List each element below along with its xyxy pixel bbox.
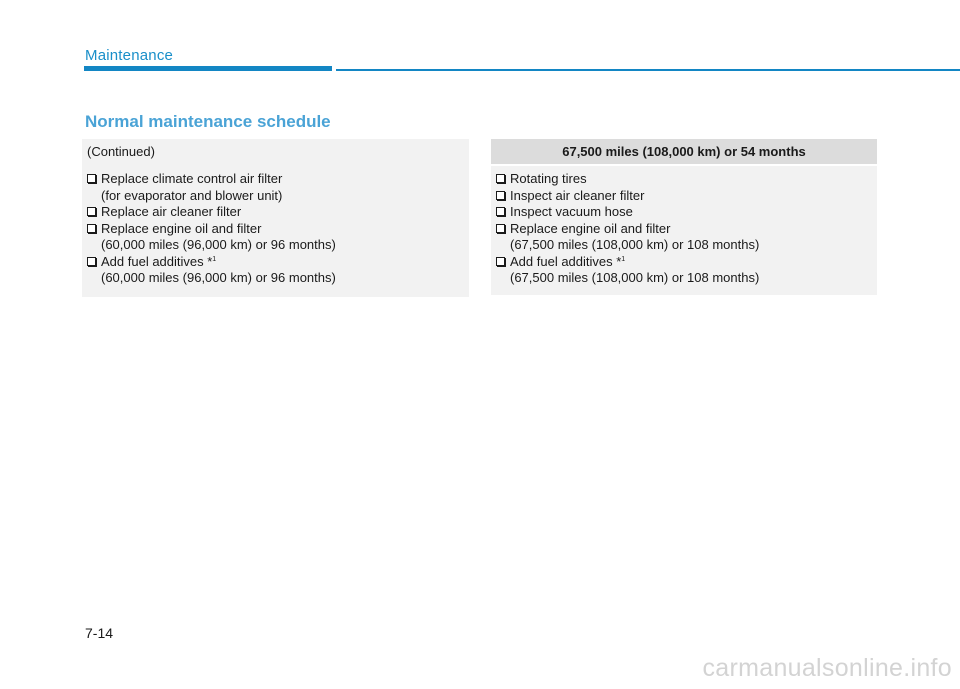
list-item bbox=[491, 221, 759, 254]
item-text: Add fuel additives * bbox=[101, 253, 213, 269]
page-number: 7-14 bbox=[85, 625, 114, 641]
item-subtext: (for evaporator and blower unit) bbox=[101, 187, 283, 203]
list-item bbox=[491, 171, 759, 188]
list-item bbox=[82, 204, 336, 221]
item-text: Inspect air cleaner filter bbox=[510, 187, 645, 203]
item-text: Add fuel additives * bbox=[510, 253, 622, 269]
list-item bbox=[82, 171, 336, 204]
continued-label: (Continued) bbox=[87, 144, 155, 159]
checkbox-icon bbox=[496, 224, 505, 233]
left-schedule-panel bbox=[82, 139, 469, 297]
item-text: Inspect vacuum hose bbox=[510, 204, 633, 219]
page-heading: Normal maintenance schedule bbox=[85, 112, 331, 131]
checkbox-icon bbox=[496, 191, 505, 200]
checkbox-icon bbox=[87, 207, 96, 216]
item-subtext: (60,000 miles (96,000 km) or 96 months) bbox=[101, 270, 336, 285]
checkbox-icon bbox=[496, 174, 505, 183]
watermark-text[interactable]: carmanualsonline.info bbox=[702, 654, 952, 682]
item-text: Replace air cleaner filter bbox=[101, 204, 242, 219]
item-text: Replace engine oil and filter bbox=[101, 220, 262, 236]
right-schedule-panel bbox=[491, 166, 877, 295]
list-item bbox=[491, 254, 759, 287]
checkbox-icon bbox=[496, 257, 505, 266]
checkbox-icon bbox=[87, 257, 96, 266]
item-subtext: (67,500 miles (108,000 km) or 108 months) bbox=[510, 237, 760, 252]
item-subtext: (67,500 miles (108,000 km) or 108 months) bbox=[510, 270, 760, 285]
section-title: Maintenance bbox=[85, 47, 174, 64]
right-checklist bbox=[491, 171, 759, 287]
header-rule-thin bbox=[336, 69, 960, 71]
item-text: Replace engine oil and filter bbox=[510, 220, 671, 236]
checkbox-icon bbox=[87, 174, 96, 183]
list-item bbox=[491, 188, 759, 205]
footnote-marker: 1 bbox=[212, 255, 217, 263]
list-item bbox=[82, 221, 336, 254]
list-item bbox=[491, 204, 759, 221]
item-subtext: (60,000 miles (96,000 km) or 96 months) bbox=[101, 237, 336, 252]
footnote-marker: 1 bbox=[621, 255, 626, 263]
right-schedule-title: 67,500 miles (108,000 km) or 54 months bbox=[491, 139, 877, 164]
checkbox-icon bbox=[496, 207, 505, 216]
list-item bbox=[82, 254, 336, 287]
header-rule-thick bbox=[84, 66, 332, 71]
item-text: Replace climate control air filter bbox=[101, 171, 283, 186]
left-checklist bbox=[82, 171, 336, 287]
checkbox-icon bbox=[87, 224, 96, 233]
item-text: Rotating tires bbox=[510, 171, 587, 186]
